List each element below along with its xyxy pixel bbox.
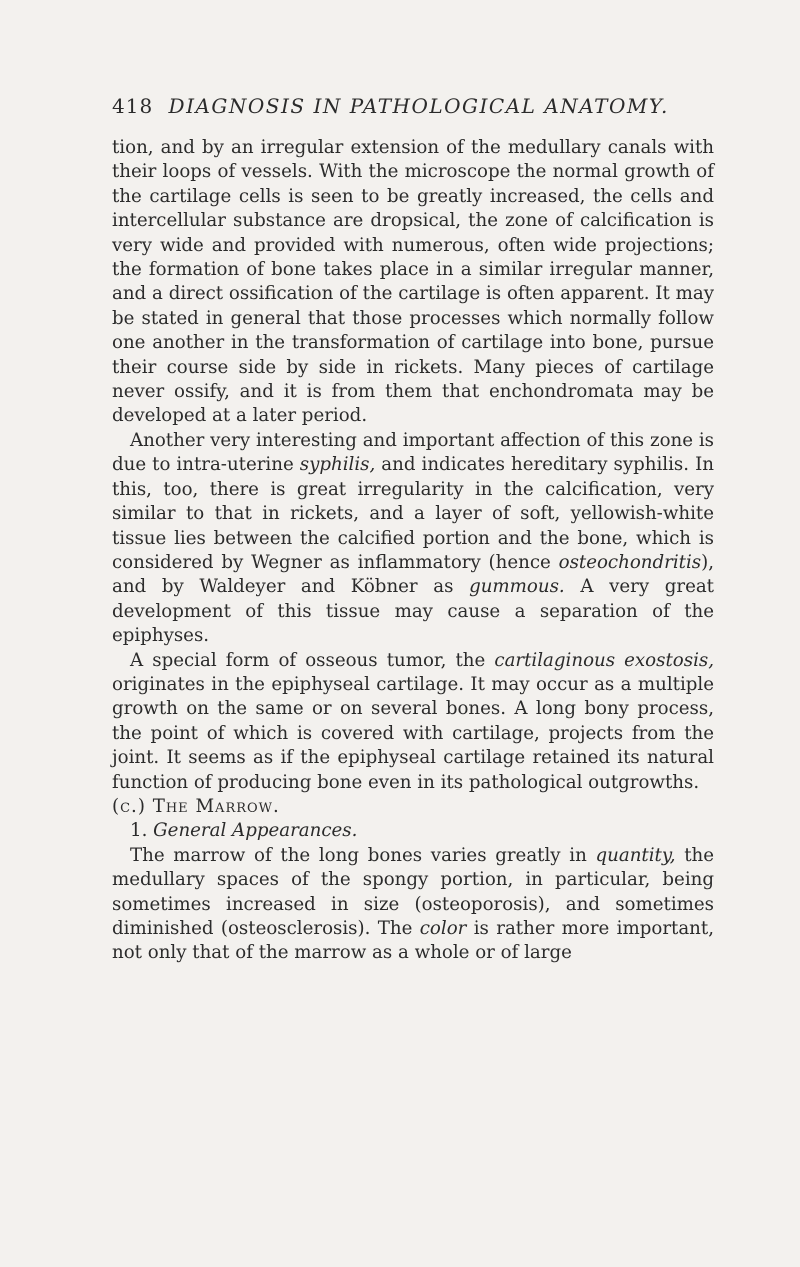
running-title: DIAGNOSIS IN PATHOLOGICAL ANATOMY. bbox=[168, 94, 669, 118]
paragraph-marrow bbox=[112, 844, 714, 966]
subheading bbox=[112, 819, 714, 843]
paragraph-text: tion, and by an irregular extension of the medullary canals with their loops of vessels. With the microscope the normal growth of the cartilage cells is seen to be greatly increased, the cells and intercellular substance are dropsical, the zone of calcification is very wide and provided with numerous, often wide projections; the formation of bone takes place in a similar irregular manner, and a direct ossification of the cartilage is often apparent. It may be stated in general that those processes which normally follow one another in the transformation of cartilage into bone, pursue their course side by side in rickets. Many pieces of cartilage never ossify, and it is from them that enchondromata may be developed at a later period. bbox=[112, 137, 714, 427]
subheading-number: 1. bbox=[130, 820, 148, 842]
text-run: A special form of osseous tumor, the bbox=[130, 649, 495, 671]
subheading-text: General Appearances. bbox=[153, 820, 358, 842]
text-run: and indicates hereditary syphilis. In this, too, there is great irregularity in the calcification, very similar to that in rickets, and a layer of soft, yellowish-white tissue lies between the calcified portion and the bone, which is considered by Wegner as inflammatory (hence bbox=[112, 454, 714, 573]
paragraph-exostosis bbox=[112, 649, 714, 795]
text-run: Another very interesting and important affection of this zone is due to intra-uterine bbox=[112, 429, 714, 476]
emphasis-exostosis: cartilaginous exostosis, bbox=[494, 649, 714, 671]
emphasis-quantity: quantity, bbox=[595, 844, 676, 866]
paragraph-syphilis bbox=[112, 429, 714, 649]
paragraph-continuation bbox=[112, 136, 714, 429]
text-run: is rather more important, not only that of the marrow as a whole or of large bbox=[112, 918, 714, 964]
page-number: 418 bbox=[112, 94, 154, 118]
emphasis-osteochondritis: osteochondritis bbox=[558, 551, 702, 573]
running-header bbox=[112, 94, 712, 118]
emphasis-gummous: gummous. bbox=[469, 576, 565, 598]
text-run: ), and by Waldeyer and Köbner as bbox=[112, 551, 714, 598]
emphasis-syphilis: syphilis, bbox=[299, 454, 376, 476]
text-run: A very great development of this tissue may cause a separation of the epiphyses. bbox=[112, 576, 714, 647]
section-heading: (c.) The Marrow. bbox=[112, 795, 280, 817]
text-run: originates in the epiphyseal cartilage. It may occur as a multiple growth on the same or on several bones. A long bony process, the point of which is covered with cartilage, projects from the joint. It seems as if the epiphyseal cartilage retained its natural function of producing bone even in its pathological outgrowths. bbox=[112, 673, 714, 793]
text-run: The marrow of the long bones varies greatly in bbox=[130, 844, 596, 866]
page-body bbox=[112, 136, 714, 966]
text-run: the medullary spaces of the spongy portion, in particular, being sometimes increased in size (osteoporosis), and sometimes diminished (osteosclerosis). The bbox=[112, 844, 714, 939]
emphasis-color: color bbox=[419, 918, 467, 939]
